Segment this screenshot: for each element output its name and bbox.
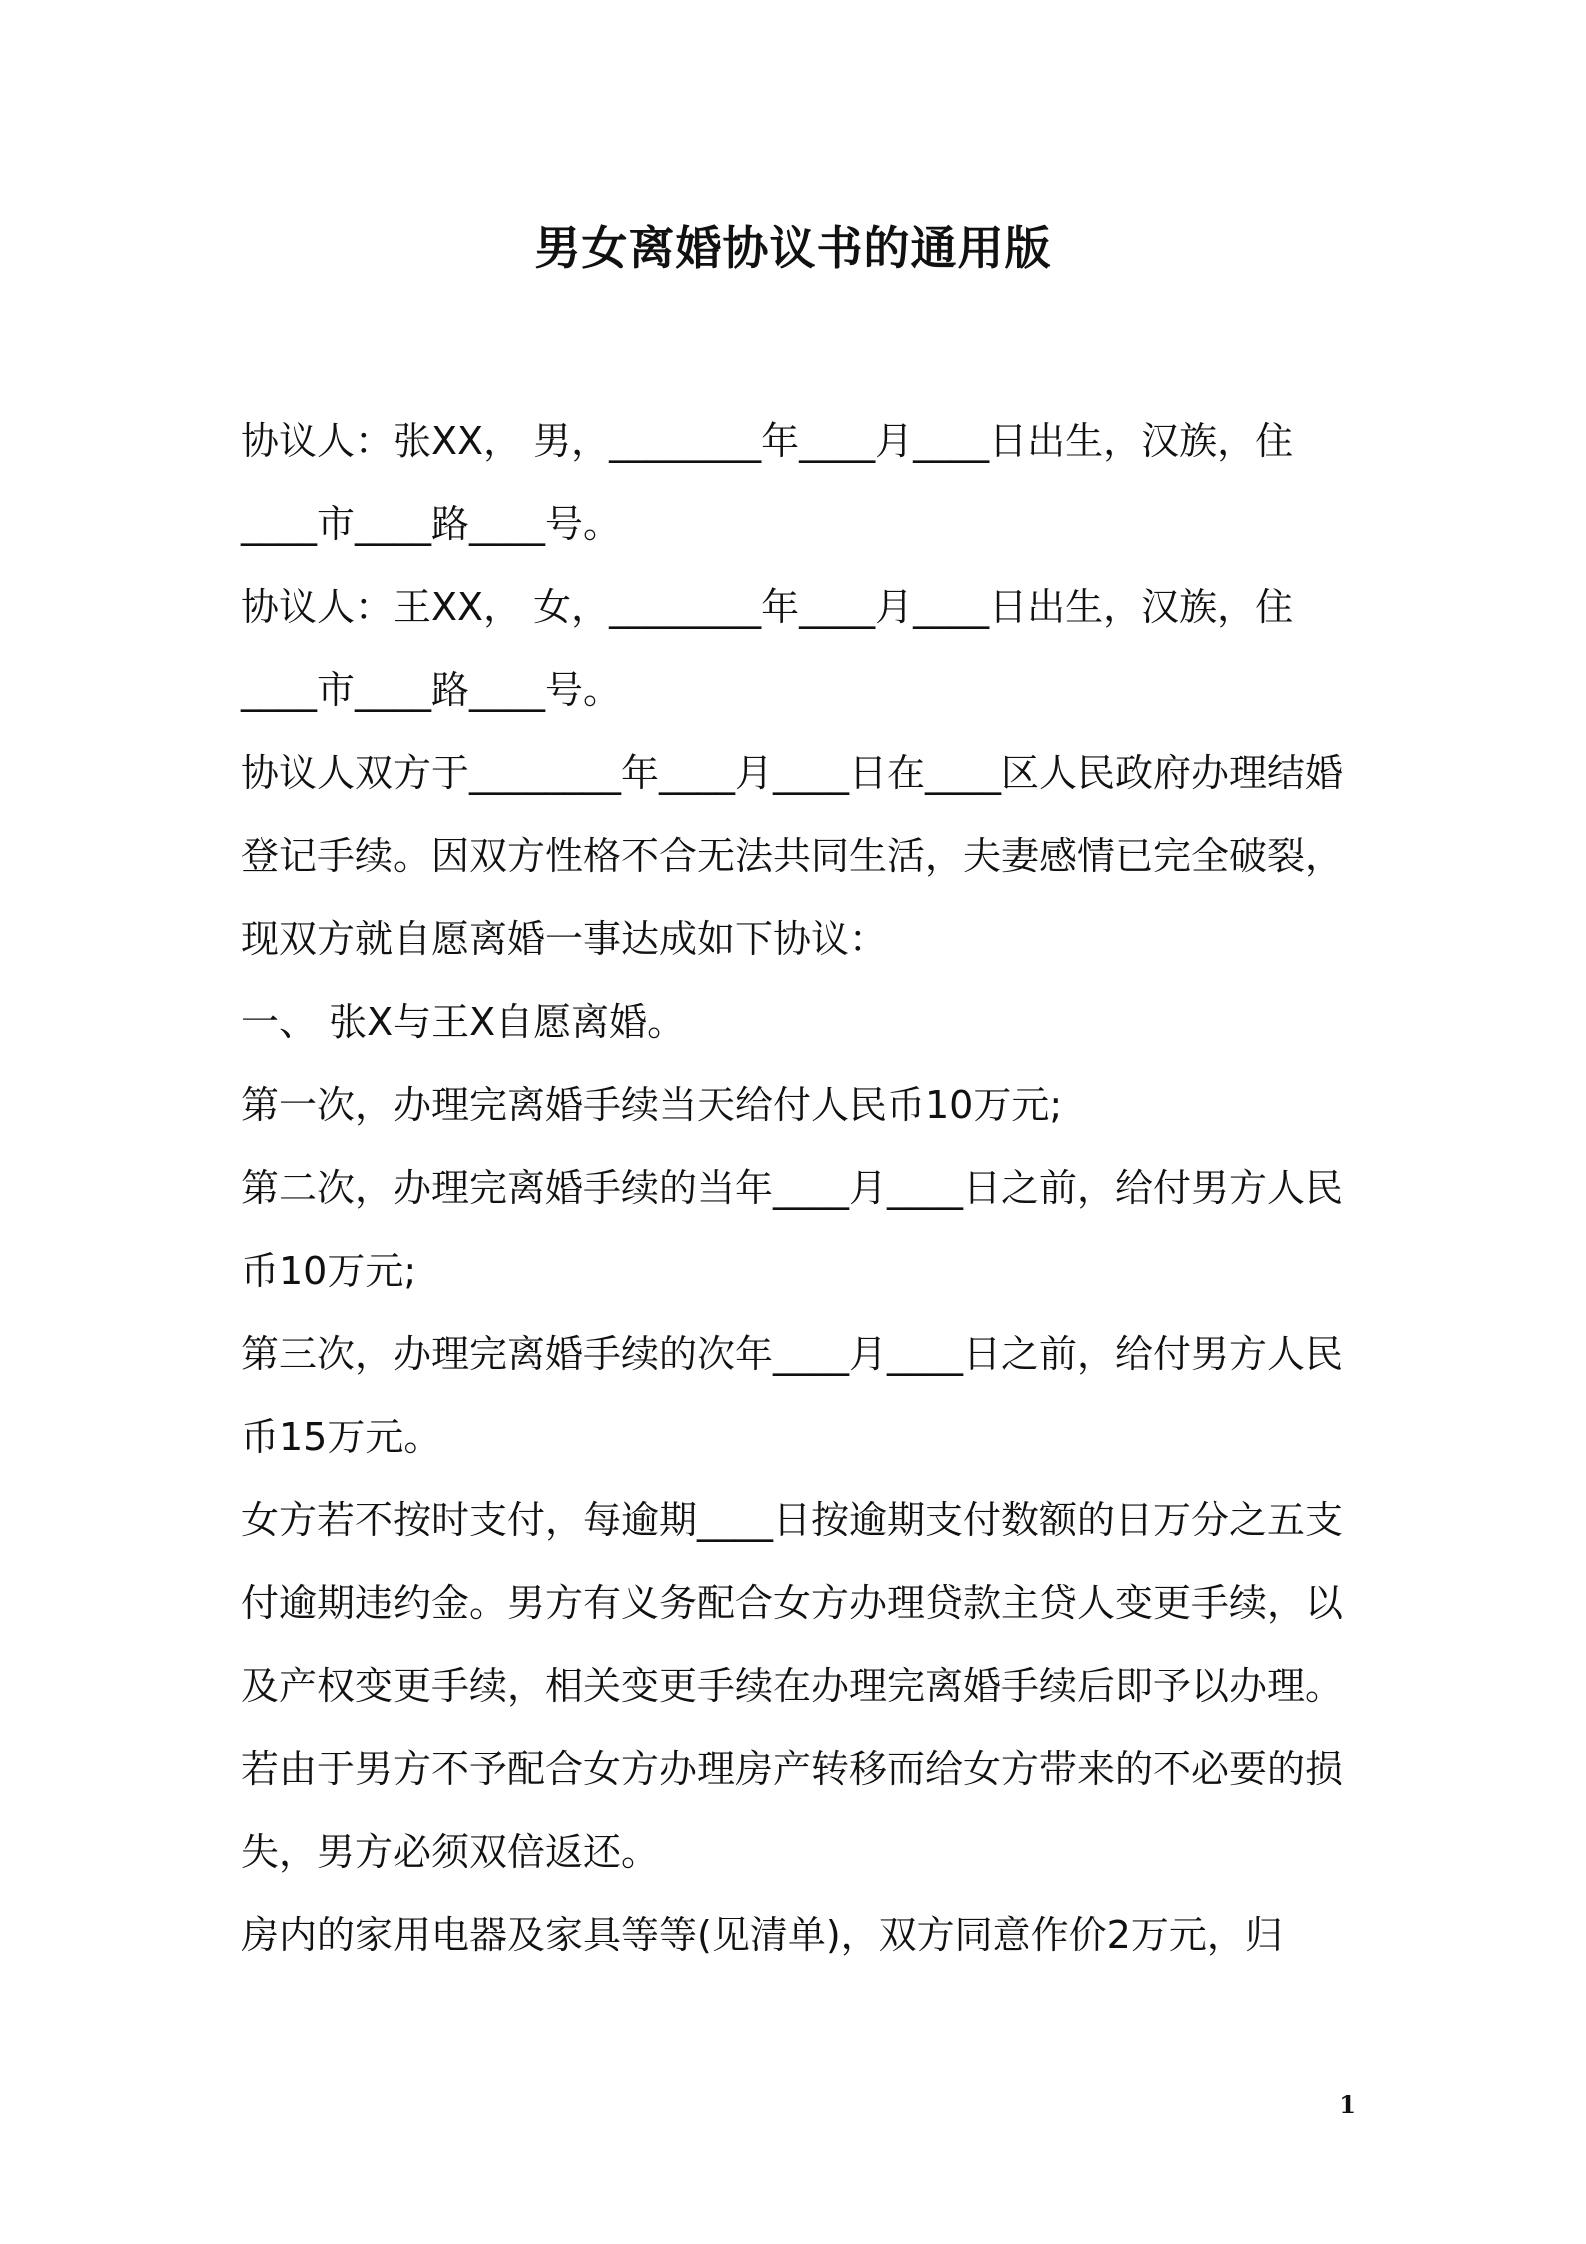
- paragraph-party-2: 协议人：王XX， 女，________年____月____日出生，汉族，住____市____路____号。: [241, 585, 1294, 712]
- paragraph-payment-1: 第一次，办理完离婚手续当天给付人民币10万元;: [241, 1083, 1063, 1127]
- paragraph-furniture: 房内的家用电器及家具等等(见清单)，双方同意作价2万元，归: [241, 1913, 1283, 1957]
- paragraph-party-1: 协议人：张XX， 男，________年____月____日出生，汉族，住____市____路____号。: [241, 419, 1294, 546]
- document-title: 男女离婚协议书的通用版: [534, 221, 1052, 275]
- paragraph-payment-2: 第二次，办理完离婚手续的当年____月____日之前，给付男方人民币10万元;: [241, 1166, 1344, 1293]
- paragraph-clause-1: 一、 张X与王X自愿离婚。: [241, 1000, 686, 1044]
- paragraph-marriage-info: 协议人双方于________年____月____日在____区人民政府办理结婚登记手续。因双方性格不合无法共同生活，夫妻感情已完全破裂，现双方就自愿离婚一事达成如下协议：: [241, 751, 1344, 961]
- page-number: 1: [1339, 2090, 1356, 2119]
- document-body: [241, 400, 1361, 1977]
- paragraph-penalty: 女方若不按时支付，每逾期____日按逾期支付数额的日万分之五支付逾期违约金。男方有义务配合女方办理贷款主贷人变更手续，以及产权变更手续，相关变更手续在办理完离婚手续后即予以办理。若由于男方不予配合女方办理房产转移而给女方带来的不必要的损失，男方必须双倍返还。: [241, 1498, 1344, 1874]
- paragraph-payment-3: 第三次，办理完离婚手续的次年____月____日之前，给付男方人民币15万元。: [241, 1332, 1344, 1459]
